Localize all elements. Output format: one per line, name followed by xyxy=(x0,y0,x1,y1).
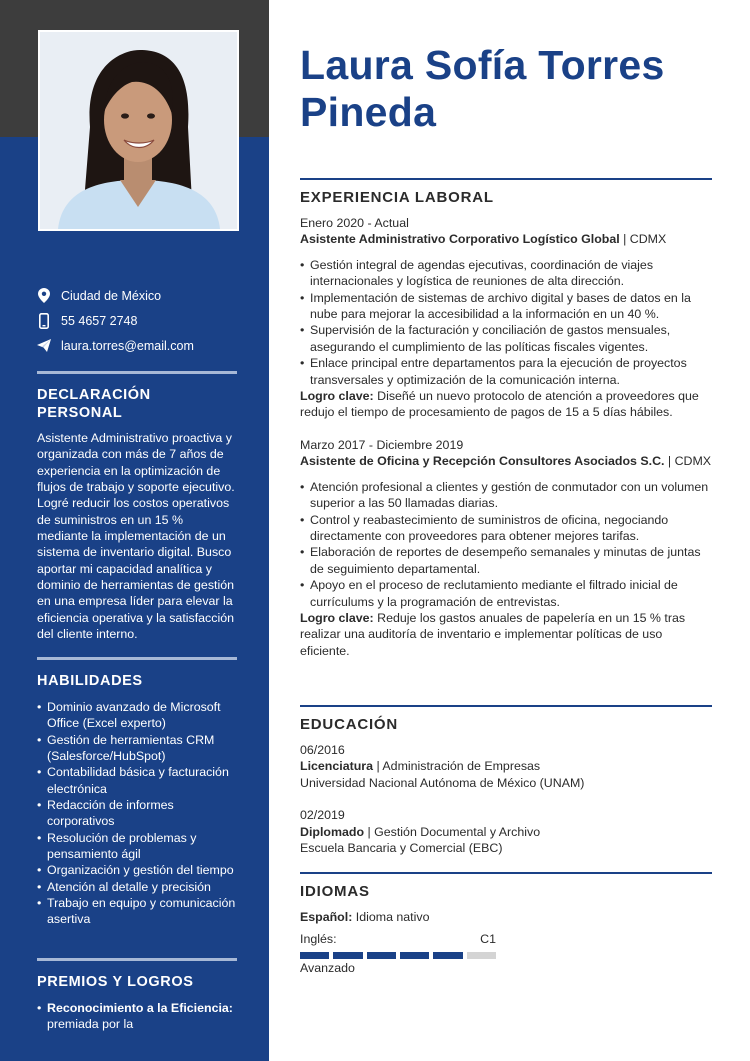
statement-text: Asistente Administrativo proactiva y organizada con más de 7 años de experiencia en la optimización de flujos de trabajo y soporte ejecutivo. Logré reducir los costos operativos de suministros en un 15 % mediante la implementación de un sistema de inventario digital. Busco aportar mi capacidad analítica y dominio de herramientas de gestión en una empresa líder para elevar la eficiencia operativa y la satisfacción del cliente interno. xyxy=(37,431,235,642)
section-divider xyxy=(300,178,712,180)
list-item xyxy=(37,1000,237,1033)
language-level-segment xyxy=(467,952,496,959)
language-level-segment xyxy=(433,952,462,959)
phone-icon xyxy=(37,313,51,329)
experience-heading: EXPERIENCIA LABORAL xyxy=(300,189,494,206)
list-item: • Resolución de problemas y pensamiento ágil xyxy=(37,830,237,863)
language-code: C1 xyxy=(480,932,496,947)
degree-name: Diplomado xyxy=(300,824,365,839)
contact-info xyxy=(37,283,247,358)
personal-statement-section xyxy=(37,371,237,642)
list-item: • Implementación de sistemas de archivo digital y bases de datos en la nube para mejorar la accesibilidad a la información en un 40 %. xyxy=(300,290,712,323)
list-item: • Apoyo en el proceso de reclutamiento mediante el filtrado inicial de currículums y la programación de entrevistas. xyxy=(300,577,712,610)
list-item: • Atención al detalle y precisión xyxy=(37,879,237,895)
phone-text: 55 4657 2748 xyxy=(61,313,138,328)
job-title-company: Asistente Administrativo Corporativo Logístico Global xyxy=(300,232,620,247)
section-divider xyxy=(300,872,712,874)
skills-heading: HABILIDADES xyxy=(37,673,143,689)
language-level: Idioma nativo xyxy=(352,910,430,924)
job-title xyxy=(300,453,712,469)
degree-field: | Administración de Empresas xyxy=(373,759,541,774)
job-entry xyxy=(300,437,712,659)
language-level: Avanzado xyxy=(300,960,355,975)
skills-section xyxy=(37,657,237,928)
languages-section xyxy=(300,872,712,976)
location-pin-icon xyxy=(37,288,51,304)
section-divider xyxy=(37,958,237,961)
language-label: Inglés: xyxy=(300,932,337,947)
profile-photo xyxy=(38,30,239,231)
education-date: 06/2016 xyxy=(300,743,345,757)
statement-heading: DECLARACIÓN PERSONAL xyxy=(37,387,151,421)
section-divider xyxy=(300,705,712,707)
education-degree xyxy=(300,758,712,774)
language-spanish xyxy=(300,909,712,925)
award-text: premiada por la xyxy=(47,1017,134,1032)
sidebar xyxy=(0,0,269,1061)
list-item: • Enlace principal entre departamentos para la ejecución de proyectos transversales y optimización de la comunicación interna. xyxy=(300,355,712,388)
key-achievement-label: Logro clave: xyxy=(300,610,374,625)
contact-email[interactable] xyxy=(37,333,247,358)
education-entry xyxy=(300,807,712,856)
awards-heading: PREMIOS Y LOGROS xyxy=(37,974,194,990)
page-title: Laura Sofía Torres Pineda xyxy=(300,42,665,135)
list-item: • Trabajo en equipo y comunicación asertiva xyxy=(37,895,237,928)
section-divider xyxy=(37,657,237,660)
job-bullets xyxy=(300,257,712,388)
list-item: • Elaboración de reportes de desempeño semanales y minutas de juntas de seguimiento departamental. xyxy=(300,544,712,577)
job-location: | CDMX xyxy=(664,454,712,469)
job-dates: Enero 2020 - Actual xyxy=(300,216,409,230)
job-dates: Marzo 2017 - Diciembre 2019 xyxy=(300,437,464,452)
list-item: • Redacción de informes corporativos xyxy=(37,797,237,830)
awards-list xyxy=(37,1000,237,1033)
email-link[interactable]: laura.torres@email.com xyxy=(61,338,194,353)
job-bullets xyxy=(300,479,712,610)
send-icon xyxy=(37,338,51,354)
education-degree xyxy=(300,824,712,840)
contact-location xyxy=(37,283,247,308)
language-level-segment xyxy=(300,952,329,959)
job-title xyxy=(300,231,712,247)
list-item: • Organización y gestión del tiempo xyxy=(37,862,237,878)
key-achievement xyxy=(300,388,712,421)
key-achievement-text: Diseñé un nuevo protocolo de atención a proveedores que redujo el tiempo de procesamiento de pagos de 15 a 5 días hábiles. xyxy=(300,389,699,420)
languages-heading: IDIOMAS xyxy=(300,883,370,900)
education-school: Universidad Nacional Autónoma de México (UNAM) xyxy=(300,775,585,790)
key-achievement xyxy=(300,610,712,659)
degree-field: | Gestión Documental y Archivo xyxy=(364,824,541,839)
key-achievement-text: Reduje los gastos anuales de papelería en un 15 % tras realizar una auditoría de inventario e implementar políticas de uso eficiente. xyxy=(300,610,686,658)
list-item: • Contabilidad básica y facturación electrónica xyxy=(37,764,237,797)
education-date: 02/2019 xyxy=(300,808,345,823)
section-divider xyxy=(37,371,237,374)
language-level-segment xyxy=(367,952,396,959)
key-achievement-label: Logro clave: xyxy=(300,389,374,404)
experience-section xyxy=(300,178,712,659)
list-item: • Gestión de herramientas CRM (Salesforce/HubSpot) xyxy=(37,732,237,765)
language-english xyxy=(300,931,496,976)
list-item: • Dominio avanzado de Microsoft Office (Excel experto) xyxy=(37,699,237,732)
language-level-segment xyxy=(400,952,429,959)
education-section xyxy=(300,705,712,856)
list-item: • Supervisión de la facturación y conciliación de gastos mensuales, asegurando el cumplimiento de las políticas fiscales vigentes. xyxy=(300,322,712,355)
education-entry xyxy=(300,742,712,791)
education-school: Escuela Bancaria y Comercial (EBC) xyxy=(300,841,503,856)
location-text: Ciudad de México xyxy=(61,288,162,303)
language-level-segment xyxy=(333,952,362,959)
language-level-bar xyxy=(300,952,496,959)
list-item: • Gestión integral de agendas ejecutivas, coordinación de viajes internacionales y logística de reuniones de alta dirección. xyxy=(300,257,712,290)
contact-phone xyxy=(37,308,247,333)
job-entry xyxy=(300,215,712,421)
education-heading: EDUCACIÓN xyxy=(300,716,399,733)
job-location: | CDMX xyxy=(619,232,667,247)
list-item: • Atención profesional a clientes y gestión de conmutador con un volumen superior a las 50 llamadas diarias. xyxy=(300,479,712,512)
awards-section xyxy=(37,958,237,1033)
job-title-company: Asistente de Oficina y Recepción Consultores Asociados S.C. xyxy=(300,454,665,469)
language-english-row xyxy=(300,931,496,947)
list-item: • Control y reabastecimiento de suministros de oficina, negociando directamente con proveedores para obtener mejores tarifas. xyxy=(300,512,712,545)
award-label: Reconocimiento a la Eficiencia: xyxy=(47,1001,233,1015)
degree-name: Licenciatura xyxy=(300,759,373,774)
language-label: Español: xyxy=(300,910,353,924)
skills-list xyxy=(37,699,237,928)
